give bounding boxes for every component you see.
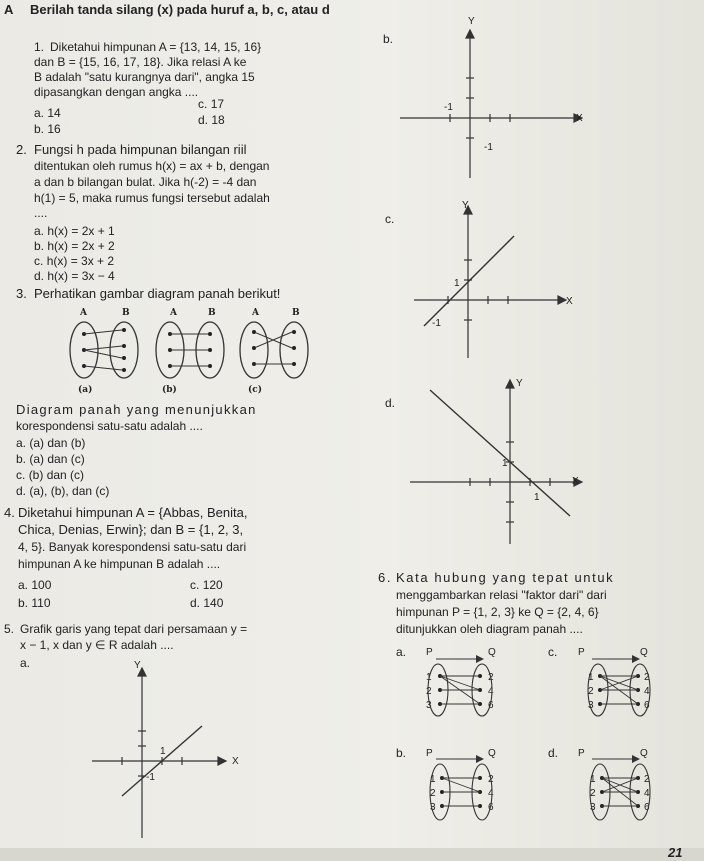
q4-option-c[interactable]: c. 120 bbox=[190, 578, 223, 592]
q3-intro: Perhatikan gambar diagram panah berikut! bbox=[34, 286, 281, 301]
q4-line-1: Diketahui himpunan A = {Abbas, Benita, bbox=[18, 505, 248, 520]
q3-line-1: Diagram panah yang menunjukkan bbox=[16, 402, 257, 417]
diagram-c-caption: (c) bbox=[248, 385, 262, 395]
q6b-p-label: P bbox=[426, 748, 433, 759]
q5-line-1: Grafik garis yang tepat dari persamaan y = bbox=[20, 622, 248, 636]
q6d-q-2: 2 bbox=[644, 774, 650, 785]
q5-option-a[interactable]: a. bbox=[20, 656, 31, 670]
q6c-p-3: 3 bbox=[588, 700, 594, 711]
q5-option-d-graph bbox=[410, 376, 610, 546]
q4-number: 4. bbox=[4, 505, 15, 520]
q6d-p-2: 2 bbox=[590, 788, 596, 799]
q6c-diagram bbox=[580, 654, 670, 720]
diagram-b-set-b-label: B bbox=[208, 308, 216, 318]
q6a-p-2: 2 bbox=[426, 686, 432, 697]
q5b-y-label: Y bbox=[468, 16, 475, 27]
q1-option-a[interactable]: a. 14 bbox=[34, 106, 61, 120]
diagram-a-caption: (a) bbox=[78, 385, 93, 395]
q3-number: 3. bbox=[16, 286, 27, 301]
q6c-q-label: Q bbox=[640, 647, 648, 658]
q5d-one-y-label: 1 bbox=[502, 458, 508, 469]
q2-line-1: Fungsi h pada himpunan bilangan riil bbox=[34, 142, 247, 157]
q5-line-2: x − 1, x dan y ∈ R adalah .... bbox=[20, 638, 174, 652]
q6b-q-2: 2 bbox=[488, 774, 494, 785]
q5d-x-label: X bbox=[572, 476, 579, 487]
q5-number: 5. bbox=[4, 622, 15, 636]
q6-line-3: himpunan P = {1, 2, 3} ke Q = {2, 4, 6} bbox=[396, 605, 599, 619]
q4-line-2: Chica, Denias, Erwin}; dan B = {1, 2, 3, bbox=[18, 522, 244, 537]
q5-option-c[interactable]: c. bbox=[385, 212, 395, 226]
q5a-one-label: 1 bbox=[160, 746, 166, 757]
q5a-x-label: X bbox=[232, 756, 239, 767]
q6a-q-6: 6 bbox=[488, 700, 494, 711]
q6d-p-label: P bbox=[578, 748, 585, 759]
q6d-p-3: 3 bbox=[590, 802, 596, 813]
q6a-p-1: 1 bbox=[426, 672, 432, 683]
q4-option-b[interactable]: b. 110 bbox=[18, 596, 51, 610]
q6c-p-1: 1 bbox=[588, 672, 594, 683]
q2-line-5: .... bbox=[34, 206, 48, 220]
q6-line-1: Kata hubung yang tepat untuk bbox=[396, 570, 615, 585]
diagram-c-set-a-label: A bbox=[252, 308, 259, 318]
q5-option-b[interactable]: b. bbox=[383, 32, 394, 46]
q1-option-b[interactable]: b. 16 bbox=[34, 122, 61, 136]
page-number: 21 bbox=[668, 845, 683, 860]
q3-option-c[interactable]: c. (b) dan (c) bbox=[16, 468, 85, 482]
q6b-p-3: 3 bbox=[430, 802, 436, 813]
q6-line-4: ditunjukkan oleh diagram panah .... bbox=[396, 622, 583, 636]
q1-line-4: dipasangkan dengan angka .... bbox=[34, 85, 199, 99]
q5b-minus-one-x-label: -1 bbox=[444, 102, 453, 113]
q2-option-b[interactable]: b. h(x) = 2x + 2 bbox=[34, 239, 115, 253]
q6b-q-label: Q bbox=[488, 748, 496, 759]
q6b-p-1: 1 bbox=[430, 774, 436, 785]
q3-line-2: korespondensi satu-satu adalah .... bbox=[16, 419, 203, 433]
q6b-p-2: 2 bbox=[430, 788, 436, 799]
diagram-c-set-b-label: B bbox=[292, 308, 300, 318]
q6-option-d[interactable]: d. bbox=[548, 746, 559, 760]
q6a-q-2: 2 bbox=[488, 672, 494, 683]
q5c-one-label: 1 bbox=[454, 278, 460, 289]
q6c-q-4: 4 bbox=[644, 686, 650, 697]
instruction-text: Berilah tanda silang (x) pada huruf a, b, c, atau d bbox=[30, 2, 330, 17]
q5a-y-label: Y bbox=[134, 660, 141, 671]
q1-line-1: Diketahui himpunan A = {13, 14, 15, 16} bbox=[50, 40, 262, 54]
diagram-b-caption: (b) bbox=[162, 385, 177, 395]
q6b-diagram bbox=[420, 754, 510, 824]
q5a-minus-one-label: -1 bbox=[146, 772, 155, 783]
page-bottom-edge bbox=[0, 848, 704, 861]
q5c-minus-one-label: -1 bbox=[432, 318, 441, 329]
q1-line-2: dan B = {15, 16, 17, 18}. Jika relasi A ke bbox=[34, 55, 247, 69]
q1-line-3: B adalah "satu kurangnya dari", angka 15 bbox=[34, 70, 255, 84]
q6a-p-label: P bbox=[426, 647, 433, 658]
q5-option-d[interactable]: d. bbox=[385, 396, 396, 410]
q2-line-3: a dan b bilangan bulat. Jika h(-2) = -4 dan bbox=[34, 175, 257, 189]
q4-option-d[interactable]: d. 140 bbox=[190, 596, 224, 610]
q2-option-c[interactable]: c. h(x) = 3x + 2 bbox=[34, 254, 115, 268]
q5-option-c-graph bbox=[404, 202, 594, 362]
diagram-b-set-a-label: A bbox=[170, 308, 177, 318]
q6a-q-4: 4 bbox=[488, 686, 494, 697]
q5b-x-label: X bbox=[576, 113, 583, 124]
q2-option-a[interactable]: a. h(x) = 2x + 1 bbox=[34, 224, 115, 238]
q6d-q-4: 4 bbox=[644, 788, 650, 799]
q6d-diagram bbox=[580, 754, 670, 824]
q2-line-4: h(1) = 5, maka rumus fungsi tersebut adalah bbox=[34, 191, 270, 205]
q6b-q-4: 4 bbox=[488, 788, 494, 799]
q3-arrow-diagrams bbox=[64, 318, 314, 382]
q3-option-a[interactable]: a. (a) dan (b) bbox=[16, 436, 86, 450]
q5c-y-label: Y bbox=[462, 200, 469, 211]
q6-line-2: menggambarkan relasi "faktor dari" dari bbox=[396, 588, 607, 602]
q5b-minus-one-y-label: -1 bbox=[484, 142, 493, 153]
q3-option-b[interactable]: b. (a) dan (c) bbox=[16, 452, 85, 466]
section-letter: A bbox=[4, 2, 14, 17]
q6d-q-6: 6 bbox=[644, 802, 650, 813]
q6b-q-6: 6 bbox=[488, 802, 494, 813]
q6-number: 6. bbox=[378, 570, 393, 585]
q6-option-b[interactable]: b. bbox=[396, 746, 407, 760]
q6a-q-label: Q bbox=[488, 647, 496, 658]
q1-number: 1. bbox=[34, 40, 45, 54]
q4-line-3: 4, 5}. Banyak korespondensi satu-satu dari bbox=[18, 540, 247, 554]
q4-option-a[interactable]: a. 100 bbox=[18, 578, 52, 592]
q5-option-b-graph bbox=[400, 28, 590, 178]
diagram-a-set-b-label: B bbox=[122, 308, 130, 318]
q6-option-a[interactable]: a. bbox=[396, 645, 407, 659]
q5d-y-label: Y bbox=[516, 378, 523, 389]
q6a-p-3: 3 bbox=[426, 700, 432, 711]
q4-line-4: himpunan A ke himpunan B adalah .... bbox=[18, 557, 221, 571]
q6a-diagram bbox=[420, 654, 510, 720]
q6c-p-label: P bbox=[578, 647, 585, 658]
q6d-p-1: 1 bbox=[590, 774, 596, 785]
q6c-q-2: 2 bbox=[644, 672, 650, 683]
diagram-a-set-a-label: A bbox=[80, 308, 87, 318]
q3-option-d[interactable]: d. (a), (b), dan (c) bbox=[16, 484, 110, 498]
q1-option-c[interactable]: c. 17 bbox=[198, 97, 225, 111]
q6c-q-6: 6 bbox=[644, 700, 650, 711]
q6c-p-2: 2 bbox=[588, 686, 594, 697]
q2-line-2: ditentukan oleh rumus h(x) = ax + b, dengan bbox=[34, 159, 270, 173]
q6-option-c[interactable]: c. bbox=[548, 645, 558, 659]
q5d-one-x-label: 1 bbox=[534, 492, 540, 503]
q6d-q-label: Q bbox=[640, 748, 648, 759]
q2-option-d[interactable]: d. h(x) = 3x − 4 bbox=[34, 269, 115, 283]
q2-number: 2. bbox=[16, 142, 27, 157]
q5c-x-label: X bbox=[566, 296, 573, 307]
q1-option-d[interactable]: d. 18 bbox=[198, 113, 225, 127]
